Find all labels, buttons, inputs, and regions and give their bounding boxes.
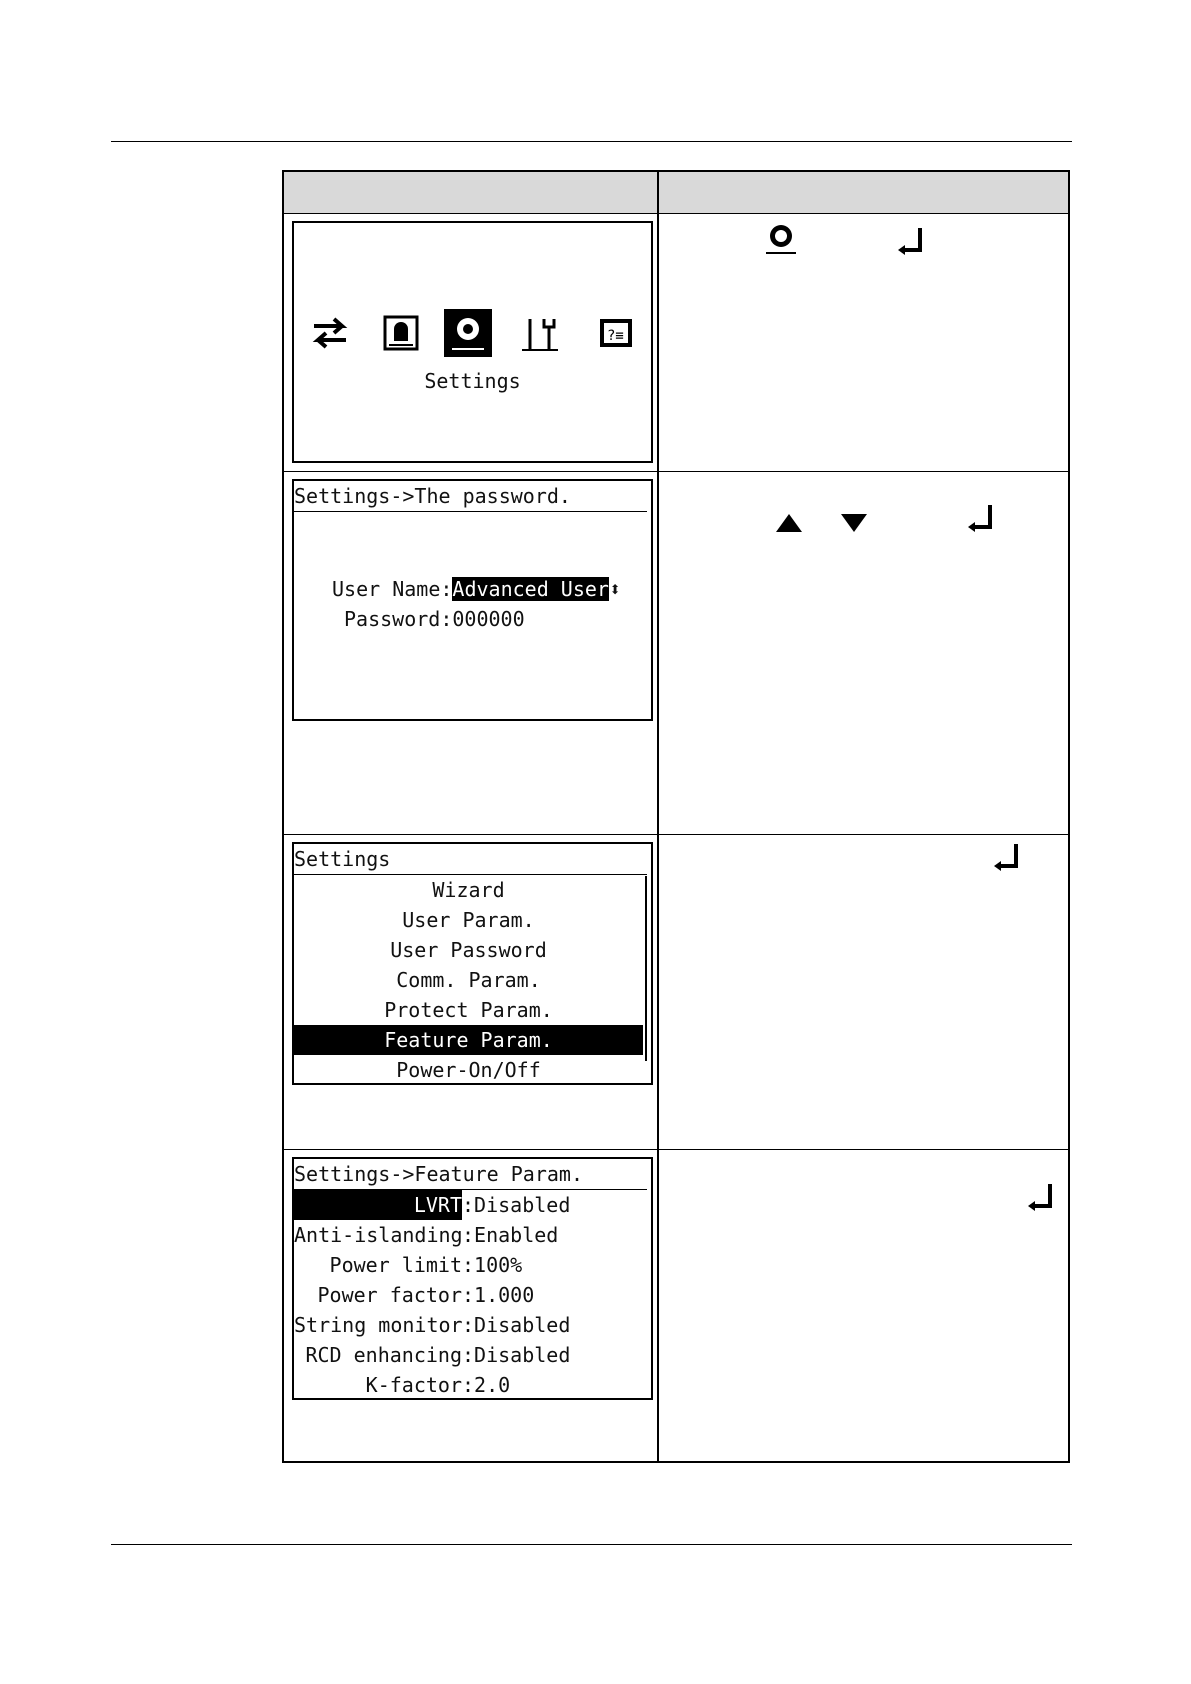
lcd-settings-menu [292, 842, 653, 1085]
row-divider [284, 1149, 1068, 1150]
param-label: String monitor [294, 1313, 463, 1337]
screen-title: Settings [294, 844, 647, 875]
param-value: :Disabled [462, 1343, 571, 1367]
menu-item-user-param[interactable]: User Param. [402, 908, 535, 932]
password-field[interactable]: 000000 [452, 607, 525, 631]
menu-item-comm-param[interactable]: Comm. Param. [396, 968, 541, 992]
menu-item-protect-param[interactable]: Protect Param. [384, 998, 553, 1022]
param-row-k-factor[interactable] [294, 1370, 651, 1400]
param-value: :Enabled [462, 1223, 559, 1247]
param-label: Anti-islanding [294, 1223, 463, 1247]
param-label: LVRT [294, 1190, 462, 1220]
tools-icon[interactable] [522, 319, 558, 350]
svg-text:?≡: ?≡ [607, 328, 624, 344]
enter-key-icon [966, 503, 996, 533]
param-value: :Disabled [462, 1313, 571, 1337]
param-row-lvrt[interactable] [294, 1190, 651, 1220]
param-label: Power factor [317, 1283, 462, 1307]
password-row [294, 604, 651, 634]
arrows-exchange-icon[interactable] [314, 319, 346, 347]
menu-label: Settings [424, 369, 521, 393]
user-name-field[interactable]: Advanced User [452, 577, 609, 601]
alarm-bell-icon[interactable] [385, 317, 417, 349]
param-value: :1.000 [462, 1283, 535, 1307]
menu-item-feature-param[interactable]: Feature Param. [294, 1025, 643, 1055]
footer-rule [111, 1544, 1072, 1545]
column-divider [657, 172, 659, 1461]
param-value: :100% [462, 1253, 523, 1277]
row-divider [284, 834, 1068, 835]
param-label: K-factor [365, 1373, 462, 1397]
row-divider [284, 471, 1068, 472]
up-key-icon [775, 512, 803, 534]
lcd-feature-param [292, 1157, 653, 1400]
menu-icons [294, 223, 651, 461]
param-row-rcd-enhancing[interactable] [294, 1340, 651, 1370]
param-row-power-limit[interactable] [294, 1250, 651, 1280]
param-value: :2.0 [462, 1373, 511, 1397]
menu-item-wizard[interactable]: Wizard [432, 878, 505, 902]
up-down-icon[interactable]: ⬍ [608, 577, 622, 601]
param-label: Power limit [329, 1253, 462, 1277]
enter-key-icon [1026, 1182, 1056, 1212]
screen-title: Settings->Feature Param. [294, 1159, 647, 1190]
scrollbar[interactable] [645, 876, 647, 1061]
enter-key-icon [992, 842, 1022, 872]
user-name-row [294, 574, 651, 604]
gear-icon [763, 221, 799, 257]
menu-item-user-password[interactable]: User Password [390, 938, 547, 962]
lcd-password [292, 479, 653, 721]
param-row-string-monitor[interactable] [294, 1310, 651, 1340]
gear-icon[interactable] [444, 309, 492, 357]
param-row-power-factor[interactable] [294, 1280, 651, 1310]
screen-title: Settings->The password. [294, 481, 647, 512]
lcd-main-menu [292, 221, 653, 463]
header-rule [111, 141, 1072, 142]
enter-key-icon [896, 226, 926, 256]
help-list-icon[interactable] [600, 319, 632, 347]
param-label: RCD enhancing [305, 1343, 462, 1367]
down-key-icon [840, 512, 868, 534]
table-header [284, 172, 1068, 214]
menu-item-power-on-off[interactable]: Power-On/Off [396, 1058, 541, 1082]
password-label: Password: [344, 607, 453, 631]
user-name-label: User Name: [332, 577, 453, 601]
param-value: :Disabled [462, 1193, 571, 1217]
param-row-anti-islanding[interactable] [294, 1220, 651, 1250]
